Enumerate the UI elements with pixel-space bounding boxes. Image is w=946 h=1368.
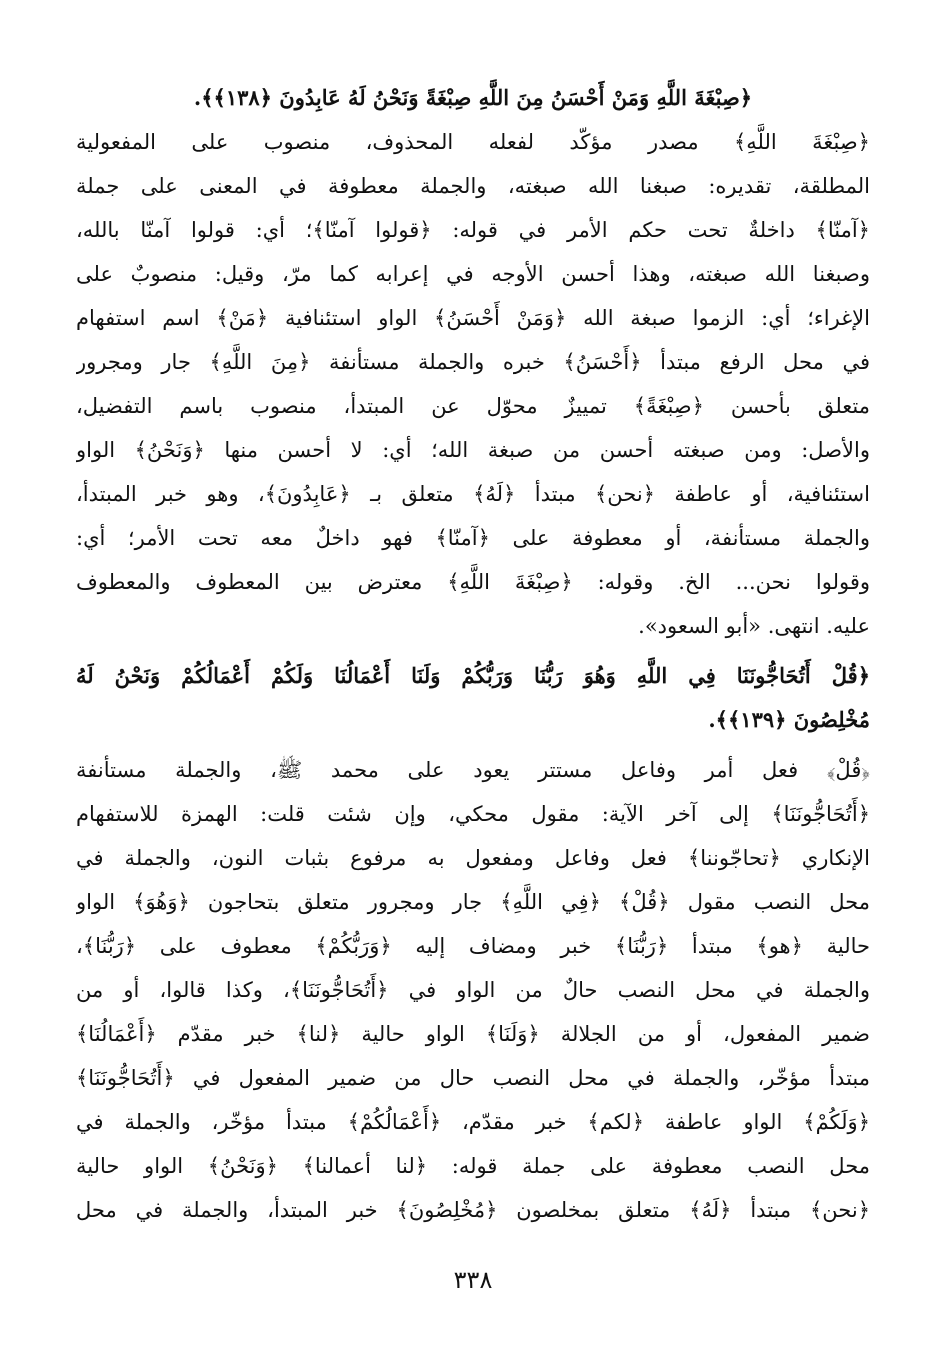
text-line: الإغراء؛ أي: الزموا صبغة الله ﴿وَمَنْ أَحْسَنُ﴾ الواو استئنافية ﴿مَنْ﴾ اسم استفهام [76, 306, 870, 330]
commentary-139 [76, 748, 870, 1232]
text-line: والجملة في محل النصب حالٌ من الواو في ﴿أَتُحَاجُّونَنَا﴾، وكذا قالوا، أو من [76, 978, 870, 1002]
text-line: ﴿قُلْ﴾ فعل أمر وفاعل مستتر يعود على محمد ﷺ، والجملة مستأنفة [76, 758, 870, 782]
text-line: والأصل: ومن صبغته أحسن من صبغة الله؛ أي: لا أحسن منها ﴿وَنَحْنُ﴾ الواو [76, 438, 870, 462]
verse-line: مُخْلِصُونَ ﴿١٣٩﴾﴾. [708, 707, 870, 732]
verse-line: ﴿قُلْ أَتُحَاجُّونَنَا فِي اللَّهِ وَهُوَ رَبُّنَا وَرَبُّكُمْ وَلَنَا أَعْمَالُنَا وَلَكُمْ أَعْمَالُكُمْ وَنَحْنُ لَهُ [76, 663, 870, 688]
page-body [76, 76, 870, 1296]
text-line: محل النصب مقول ﴿قُلْ﴾ ﴿فِي اللَّهِ﴾ جار ومجرور متعلق بتحاجون ﴿وَهُوَ﴾ الواو [76, 890, 870, 914]
text-line: ﴿نحن﴾ مبتدأ ﴿لَهُ﴾ متعلق بمخلصون ﴿مُخْلِصُونَ﴾ خبر المبتدأ، والجملة في محل [76, 1198, 870, 1222]
text-line: حالية ﴿هو﴾ مبتدأ ﴿رَبُّنَا﴾ خبر ومضاف إليه ﴿وَرَبُّكُمْ﴾ معطوف على ﴿رَبُّنَا﴾، [76, 934, 870, 958]
text-line: محل النصب معطوفة على جملة قوله: ﴿لنا أعمالنا﴾ ﴿وَنَحْنُ﴾ الواو حالية [76, 1154, 870, 1178]
text-line: عليه. انتهى. «أبو السعود». [638, 614, 870, 638]
commentary-138 [76, 120, 870, 648]
text-line: ﴿صِبْغَةَ اللَّهِ﴾ مصدر مؤكّد لفعله المحذوف، منصوب على المفعولية [76, 130, 870, 154]
text-line: استئنافية، أو عاطفة ﴿نحن﴾ مبتدأ ﴿لَهُ﴾ متعلق بـ ﴿عَابِدُونَ﴾، وهو خبر المبتدأ، [76, 482, 870, 506]
text-line: والجملة مستأنفة، أو معطوفة على ﴿آمنّا﴾ فهو داخلٌ معه تحت الأمر؛ أي: [76, 526, 870, 550]
verse-138 [76, 76, 870, 120]
text-line: مبتدأ مؤخّر، والجملة في محل النصب حال من ضمير المفعول في ﴿أَتُحَاجُّونَنَا﴾ [76, 1066, 870, 1090]
text-line: المطلقة، تقديره: صبغنا الله صبغته، والجملة معطوفة في المعنى على جملة [76, 174, 870, 198]
text-line: ﴿آمنّا﴾ داخلةٌ تحت حكم الأمر في قوله: ﴿قولوا آمنّا﴾؛ أي: قولوا آمنّا بالله، [76, 218, 870, 242]
page-number: ٣٣٨ [453, 1266, 493, 1294]
verse-139 [76, 654, 870, 742]
text-line: وقولوا نحن... الخ. وقوله: ﴿صِبْغَةَ اللَّهِ﴾ معترض بين المعطوف والمعطوف [76, 570, 870, 594]
text-line: وصبغنا الله صبغته، وهذا أحسن الأوجه في إعرابه كما مرّ، وقيل: منصوبٌ على [76, 262, 870, 286]
text-line: متعلق بأحسن ﴿صِبْغَةً﴾ تمييزٌ محوّل عن المبتدأ، منصوب باسم التفضيل، [76, 394, 870, 418]
text-line: في محل الرفع مبتدأ ﴿أَحْسَنُ﴾ خبره والجملة مستأنفة ﴿مِنَ اللَّهِ﴾ جار ومجرور [76, 350, 870, 374]
text-line: ﴿وَلَكُمْ﴾ الواو عاطفة ﴿لكم﴾ خبر مقدّم، ﴿أَعْمَالُكُمْ﴾ مبتدأ مؤخّر، والجملة في [76, 1110, 870, 1134]
text-line: ﴿أَتُحَاجُّونَنَا﴾ إلى آخر الآية: مقول محكي، وإن شئت قلت: الهمزة للاستفهام [76, 802, 870, 826]
text-line: ضمير المفعول، أو من الجلالة ﴿وَلَنَا﴾ الواو حالية ﴿لنا﴾ خبر مقدّم ﴿أَعْمَالُنَا﴾ [76, 1022, 870, 1046]
verse-line: ﴿صِبْغَةَ اللَّهِ وَمَنْ أَحْسَنُ مِنَ اللَّهِ صِبْغَةً وَنَحْنُ لَهُ عَابِدُونَ ﴿١٣٨﴾﴾. [193, 85, 753, 110]
text-line: الإنكاري ﴿تحاجّوننا﴾ فعل وفاعل ومفعول به مرفوع بثبات النون، والجملة في [76, 846, 870, 870]
